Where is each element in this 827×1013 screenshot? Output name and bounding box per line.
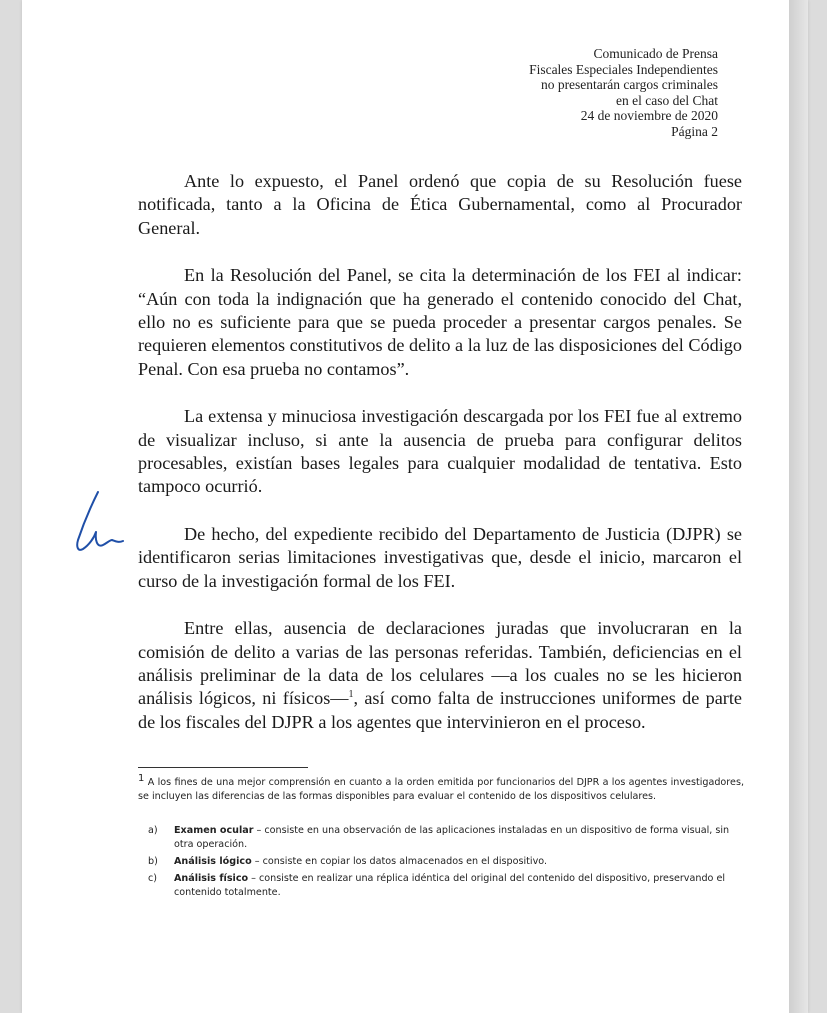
- handwritten-initials-icon: [70, 488, 126, 560]
- footnote-item-term: Análisis lógico: [174, 856, 252, 867]
- header-line: no presentarán cargos criminales: [540, 77, 718, 93]
- page-number: Página 2: [671, 123, 718, 139]
- footnote-item-desc: – consiste en una observación de las aplicaciones instaladas en un dispositivo de forma visual, sin otra operación.: [174, 825, 730, 850]
- press-release-header: [529, 46, 718, 140]
- footnote-body: A los fines de una mejor comprensión en cuanto a la orden emitida por funcionarios del DJPR a los agentes investigadores, se incluyen las diferencias de las formas disponibles para evaluar el contenido de los dispositivos celulares.: [138, 777, 744, 802]
- paragraph-3: La extensa y minuciosa investigación descargada por los FEI fue al extremo de visualizar incluso, si ante la ausencia de prueba para configurar delitos procesables, existían bases legales para cualquier modalidad de tentativa. Esto tampoco ocurrió.: [138, 406, 742, 497]
- paragraph-4: De hecho, del expediente recibido del Departamento de Justicia (DJPR) se identificaron serias limitaciones investigativas que, desde el inicio, marcaron el curso de la investigación formal de los FEI.: [138, 523, 742, 591]
- document-page: [22, 0, 808, 1013]
- paragraph-5-text: Entre ellas, ausencia de declaraciones juradas que involucraran en la comisión de delito a varias de las personas referidas. También, deficiencias en el análisis preliminar de la data de los celulares —a los cuales no se les hicieron análisis lógicos, ni físicos—: [138, 618, 742, 709]
- footnote-item-term: Examen ocular: [174, 825, 254, 836]
- page-edge-strip: [789, 0, 808, 1013]
- footnote-item: [138, 855, 744, 869]
- footnote-item-term: Análisis físico: [174, 873, 249, 884]
- footnote-list: [138, 824, 744, 900]
- footnote-item: [138, 872, 744, 900]
- paragraph-5: [138, 617, 742, 734]
- paragraph-5-text-end: , así como falta de instrucciones uniformes de parte de los fiscales del DJPR a los agentes que intervinieron en el proceso.: [138, 688, 742, 732]
- header-line: Fiscales Especiales Independientes: [529, 61, 718, 77]
- footnote-item-marker: a): [148, 825, 158, 836]
- footnote-divider: [138, 767, 308, 768]
- footnote: [138, 772, 744, 903]
- footnote-item-marker: c): [148, 873, 158, 884]
- header-line: Comunicado de Prensa: [593, 46, 718, 61]
- footnote-text: [138, 772, 744, 804]
- header-line: en el caso del Chat: [616, 92, 718, 108]
- footnote-item-desc: – consiste en realizar una réplica idéntica del original del contenido del dispositivo, preservando el contenido totalmente.: [174, 873, 726, 898]
- footnote-number: 1: [138, 772, 145, 784]
- paragraph-2: En la Resolución del Panel, se cita la determinación de los FEI al indicar: “Aún con toda la indignación que ha generado el contenido conocido del Chat, ello no es suficiente para que se pueda proceder a presentar cargos penales. Se requieren elementos constitutivos de delito a la luz de las disposiciones del Código Penal. Con esa prueba no contamos”.: [138, 265, 742, 379]
- footnote-item-marker: b): [148, 856, 158, 867]
- footnote-reference: 1: [348, 689, 354, 701]
- header-date: 24 de noviembre de 2020: [580, 108, 718, 124]
- footnote-item: [138, 824, 744, 852]
- footnote-item-desc: – consiste en copiar los datos almacenados en el dispositivo.: [251, 856, 547, 867]
- paragraph-1: Ante lo expuesto, el Panel ordenó que copia de su Resolución fuese notificada, tanto a la Oficina de Ética Gubernamental, como al Procurador General.: [138, 171, 742, 238]
- body-text: [138, 170, 742, 758]
